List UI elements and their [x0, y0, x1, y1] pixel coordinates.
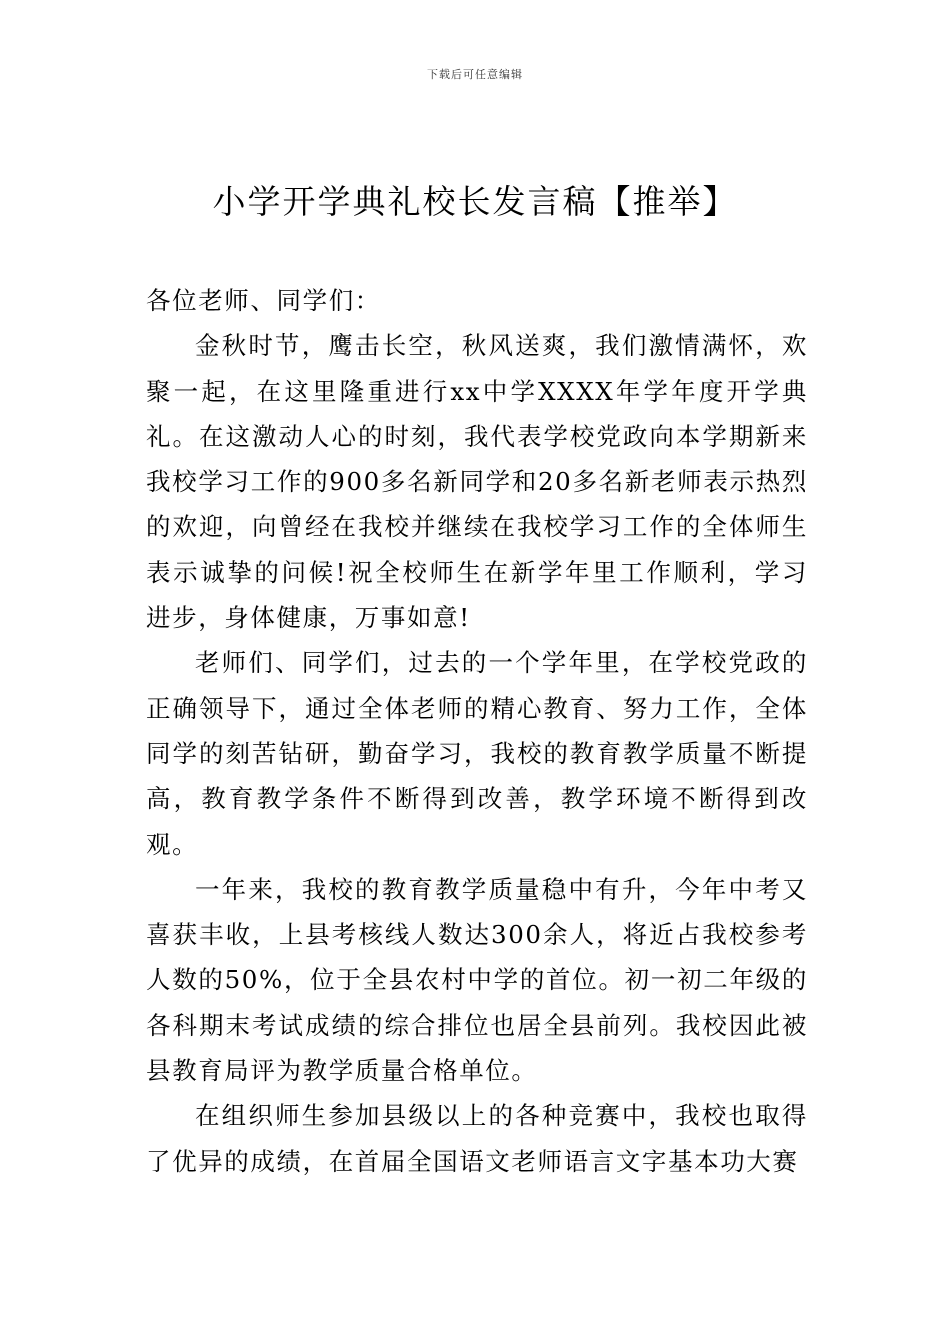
document-body	[146, 278, 808, 1184]
paragraph-1: 金秋时节，鹰击长空，秋风送爽，我们激情满怀，欢聚一起，在这里隆重进行xx中学XXXX年学年度开学典礼。在这激动人心的时刻，我代表学校党政向本学期新来我校学习工作的900多名新同学和20多名新老师表示热烈的欢迎，向曾经在我校并继续在我校学习工作的全体师生表示诚挚的问候!祝全校师生在新学年里工作顺利，学习进步，身体健康，万事如意!	[146, 331, 808, 633]
paragraph-3: 一年来，我校的教育教学质量稳中有升，今年中考又喜获丰收，上县考核线人数达300余人，将近占我校参考人数的50%，位于全县农村中学的首位。初一初二年级的各科期末考试成绩的综合排位也居全县前列。我校因此被县教育局评为教学质量合格单位。	[146, 874, 808, 1086]
paragraph-2: 老师们、同学们，过去的一个学年里，在学校党政的正确领导下，通过全体老师的精心教育、努力工作，全体同学的刻苦钻研，勤奋学习，我校的教育教学质量不断提高，教育教学条件不断得到改善，教学环境不断得到改观。	[146, 648, 808, 859]
document-title: 小学开学典礼校长发言稿【推举】	[212, 182, 738, 221]
salutation: 各位老师、同学们：	[146, 286, 381, 315]
paragraph-4: 在组织师生参加县级以上的各种竞赛中，我校也取得了优异的成绩，在首届全国语文老师语言文字基本功大赛	[146, 1101, 808, 1176]
header-note: 下载后可任意编辑	[427, 68, 523, 81]
